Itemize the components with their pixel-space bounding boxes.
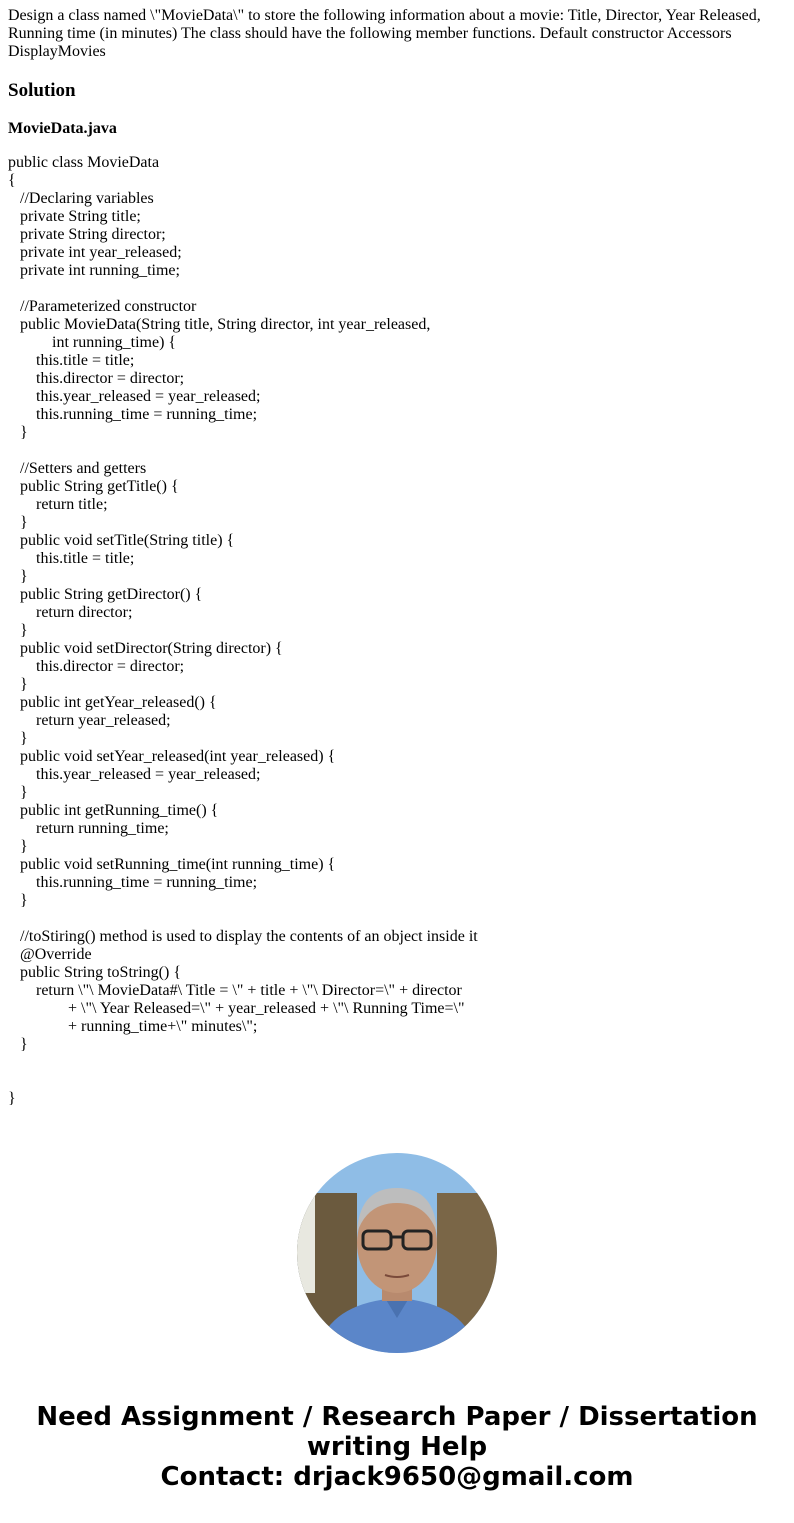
footer-line-1: Need Assignment / Research Paper / Dissertation — [36, 1402, 758, 1432]
person-photo-icon — [297, 1153, 497, 1353]
solution-heading: Solution — [8, 80, 76, 101]
code-block: public class MovieData { //Declaring variables private String title; private String director; private int year_released; private int running_time; //Parameterized constructor public MovieData(String title, String director, int year_released, int running_time) { this.title = title; this.director = director; this.year_released = year_released; this.running_time = running_time; } //Setters and getters public String getTitle() { return title; } public void setTitle(String title) { this.title = title; } public String getDirector() { return director; } public void setDirector(String director) { this.director = director; } public int getYear_released() { return year_released; } public void setYear_released(int year_released) { this.year_released = year_released; } public int getRunning_time() { return running_time; } public void setRunning_time(int running_time) { this.running_time = running_time; } //toStiring() method is used to display the contents of an object inside it @Override public String toString() { return \"\ MovieData#\ Title = \" + title + \"\ Director=\" + director + \"\ Year Released=\" + year_released + \"\ Running Time=\" + running_time+\" minutes\"; } } — [8, 154, 478, 1107]
footer-ad — [0, 1402, 794, 1492]
footer-line-2: writing Help — [306, 1432, 488, 1462]
footer-contact: Contact: drjack9650@gmail.com — [160, 1462, 634, 1492]
question-text: Design a class named \"MovieData\" to store the following information about a movie: Title, Director, Year Released, Running time (in minutes) The class should have the following member functions. Default constructor Accessors DisplayMovies — [8, 7, 761, 60]
file-name-heading: MovieData.java — [8, 120, 117, 137]
avatar — [297, 1153, 497, 1353]
